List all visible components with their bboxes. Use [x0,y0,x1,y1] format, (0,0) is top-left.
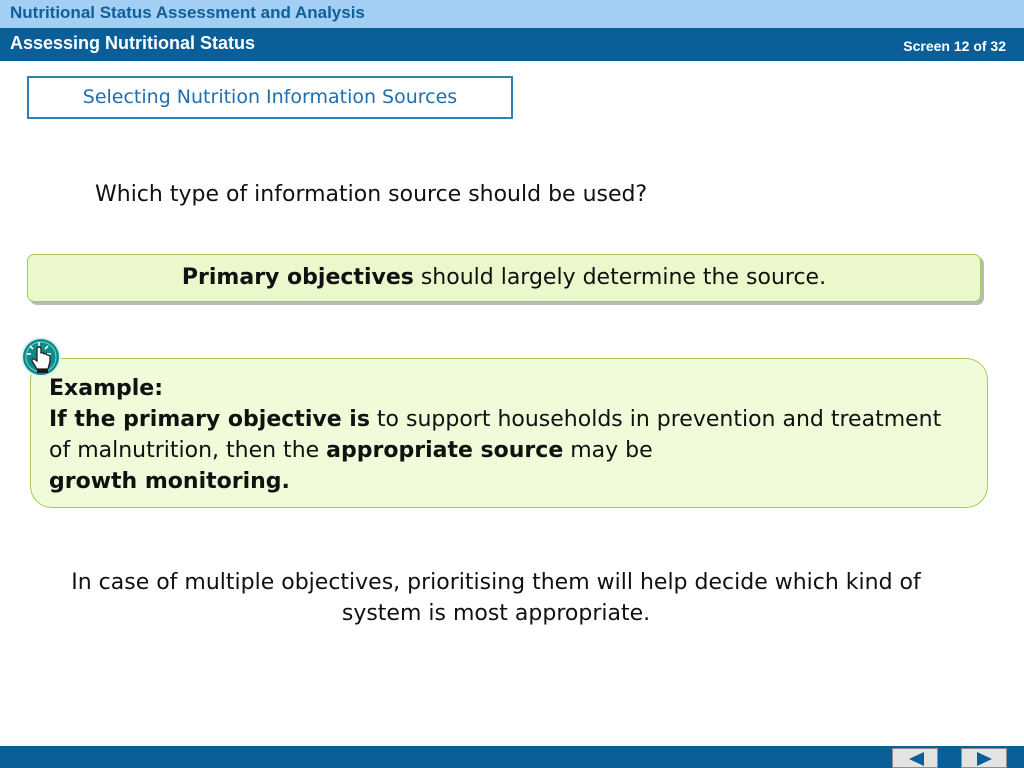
module-title: Assessing Nutritional Status [10,33,256,53]
example-text-1: to support households in prevention and treatment of malnutrition, then the [49,407,942,463]
question-text: Which type of information source should be used? [95,182,648,207]
next-button[interactable] [961,748,1007,768]
triangle-left-icon [906,751,926,767]
example-lead: If the primary objective is [49,407,370,432]
closing-text: In case of multiple objectives, prioritising them will help decide which kind of system is most appropriate. [71,570,921,626]
objective-text [28,265,980,290]
pointing-hand-icon[interactable] [20,336,62,378]
example-text [49,373,969,497]
top-bar [0,0,1024,28]
objective-rest: should largely determine the source. [413,265,827,290]
screen-counter: Screen 12 of 32 [903,38,1006,54]
objective-bold: Primary objectives [181,265,414,290]
course-title: Nutritional Status Assessment and Analysis [10,3,365,22]
example-heading: Example: [49,376,163,401]
example-source: appropriate source [326,438,564,463]
example-box [30,358,988,508]
footer-bar [0,746,1024,768]
back-button[interactable] [892,748,938,768]
example-text-2: may be [563,438,653,463]
triangle-right-icon [975,751,995,767]
objective-banner [27,254,981,302]
header-bar [0,28,1024,61]
section-title-box [27,76,513,119]
example-result: growth monitoring. [49,469,290,494]
section-title: Selecting Nutrition Information Sources [82,86,458,108]
